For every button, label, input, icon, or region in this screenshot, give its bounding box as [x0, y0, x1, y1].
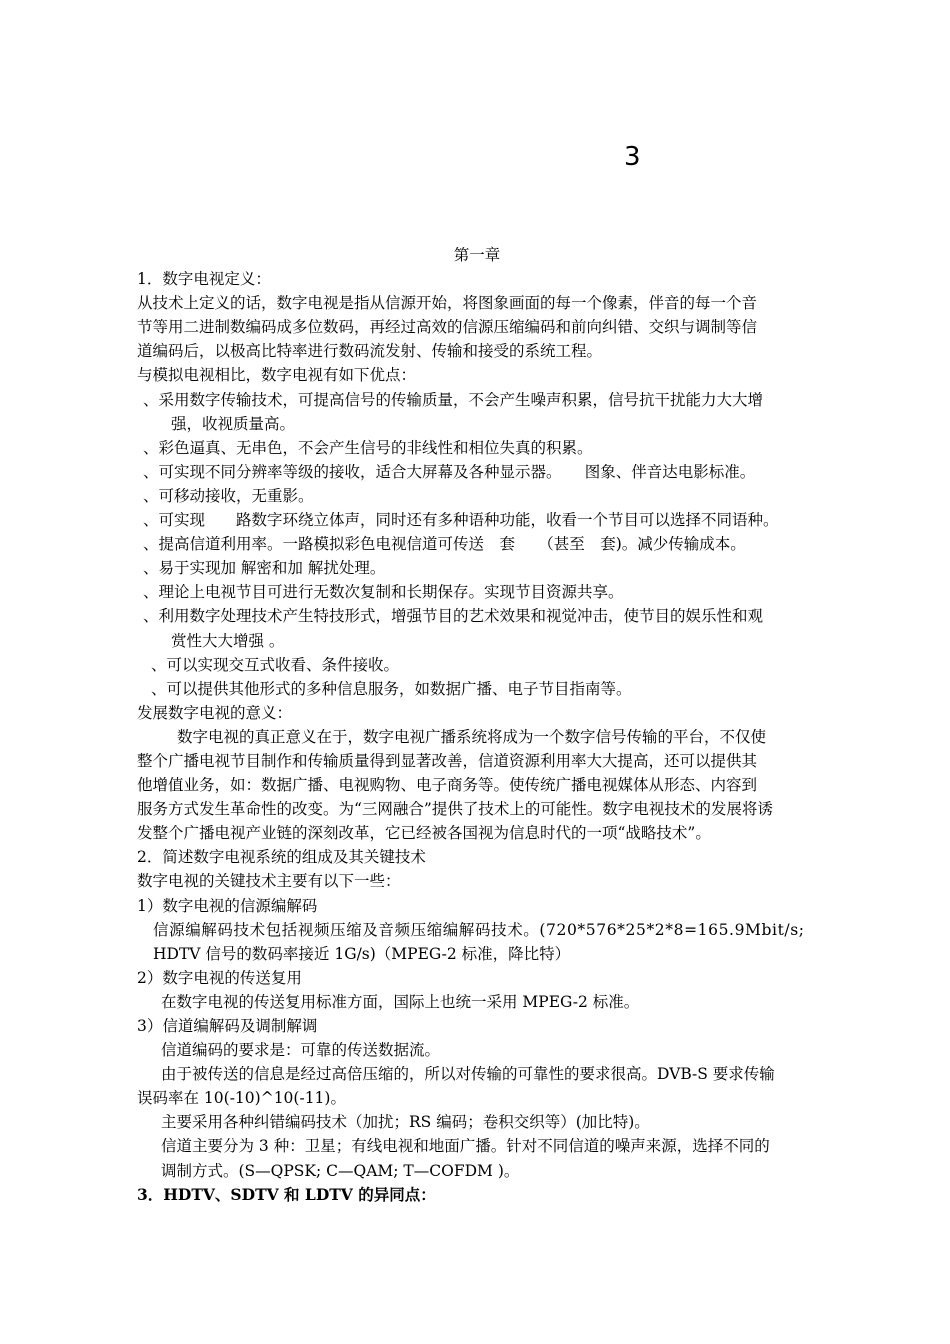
subsection-line: 信源编解码技术包括视频压缩及音频压缩编解码技术。(720*576*25*2*8=165.9Mbit/s; [153, 920, 805, 939]
subsection-line: HDTV 信号的数码率接近 1G/s)（MPEG-2 标准，降比特） [153, 944, 571, 963]
document-body [137, 243, 817, 1207]
significance-line: 数字电视的真正意义在于，数字电视广播系统将成为一个数字信号传输的平台，不仅使 [177, 727, 767, 746]
significance-line: 发整个广播电视产业链的深刻改革，它已经被各国视为信息时代的一项“战略技术”。 [137, 824, 711, 843]
subsection-line: 在数字电视的传送复用标准方面，国际上也统一采用 MPEG-2 标准。 [161, 992, 640, 1011]
definition-line: 从技术上定义的话，数字电视是指从信源开始，将图象画面的每一个像素，伴音的每一个音 [137, 294, 758, 313]
advantage-item: 、采用数字传输技术，可提高信号的传输质量，不会产生噪声积累，信号抗干扰能力大大增 [143, 390, 764, 409]
subsection-line: 主要采用各种纠错编码技术（加扰；RS 编码；卷积交织等）(加比特)。 [161, 1113, 650, 1132]
section-3-heading: 3．HDTV、SDTV 和 LDTV 的异同点： [137, 1184, 436, 1204]
subsection-title: 3）信道编解码及调制解调 [137, 1017, 318, 1035]
subsection-line: 信道编码的要求是：可靠的传送数据流。 [161, 1041, 441, 1060]
definition-line: 道编码后，以极高比特率进行数码流发射、传输和接受的系统工程。 [137, 342, 603, 361]
section-1-heading: 1．数字电视定义： [137, 270, 271, 289]
advantage-item-continued: 强，收视质量高。 [171, 414, 296, 433]
subsection-line: 误码率在 10(-10)^10(-11)。 [137, 1089, 346, 1108]
page-number: 3 [624, 142, 641, 172]
advantage-item: 、提高信道利用率。一路模拟彩色电视信道可传送 套 （甚至 套)。减少传输成本。 [143, 535, 746, 554]
subsection-line: 调制方式。(S—QPSK; C—QAM; T—COFDM )。 [161, 1161, 520, 1180]
key-tech-intro: 数字电视的关键技术主要有以下一些： [137, 872, 401, 891]
definition-line: 节等用二进制数编码成多位数码，再经过高效的信源压缩编码和前向纠错、交织与调制等信 [137, 318, 758, 337]
significance-line: 他增值业务，如：数据广播、电视购物、电子商务等。使传统广播电视媒体从形态、内容到 [137, 776, 758, 795]
advantage-item: 、可以实现交互式收看、条件接收。 [151, 655, 400, 674]
subsection-line: 由于被传送的信息是经过高倍压缩的，所以对传输的可靠性的要求很高。DVB-S 要求传输 [161, 1065, 775, 1084]
advantage-item: 、彩色逼真、无串色，不会产生信号的非线性和相位失真的积累。 [143, 438, 593, 457]
significance-line: 服务方式发生革命性的改变。为“三网融合”提供了技术上的可能性。数字电视技术的发展将诱 [137, 800, 773, 819]
significance-heading: 发展数字电视的意义： [137, 703, 293, 722]
advantage-item: 、可以提供其他形式的多种信息服务，如数据广播、电子节目指南等。 [151, 679, 632, 698]
advantage-item-continued: 赏性大大增强 。 [171, 631, 285, 650]
advantage-item: 、易于实现加 解密和加 解扰处理。 [143, 559, 386, 578]
subsection-title: 2）数字电视的传送复用 [137, 968, 302, 987]
advantage-item: 、利用数字处理技术产生特技形式，增强节目的艺术效果和视觉冲击，使节目的娱乐性和观 [143, 607, 764, 626]
significance-line: 整个广播电视节目制作和传输质量得到显著改善，信道资源利用率大大提高，还可以提供其 [137, 751, 758, 770]
chapter-title: 第一章 [453, 246, 501, 264]
advantage-item: 、可实现 路数字环绕立体声，同时还有多种语种功能，收看一个节目可以选择不同语种。 [143, 511, 779, 530]
subsection-line: 信道主要分为 3 种：卫星；有线电视和地面广播。针对不同信道的噪声来源，选择不同的 [161, 1137, 770, 1156]
advantage-item: 、理论上电视节目可进行无数次复制和长期保存。实现节目资源共享。 [143, 583, 624, 602]
advantage-item: 、可实现不同分辨率等级的接收，适合大屏幕及各种显示器。 图象、伴音达电影标准。 [143, 462, 756, 481]
advantage-item: 、可移动接收，无重影。 [143, 486, 314, 505]
advantages-intro: 与模拟电视相比，数字电视有如下优点： [137, 366, 417, 385]
subsection-title: 1）数字电视的信源编解码 [137, 896, 318, 915]
section-2-heading: 2．简述数字电视系统的组成及其关键技术 [137, 848, 426, 867]
